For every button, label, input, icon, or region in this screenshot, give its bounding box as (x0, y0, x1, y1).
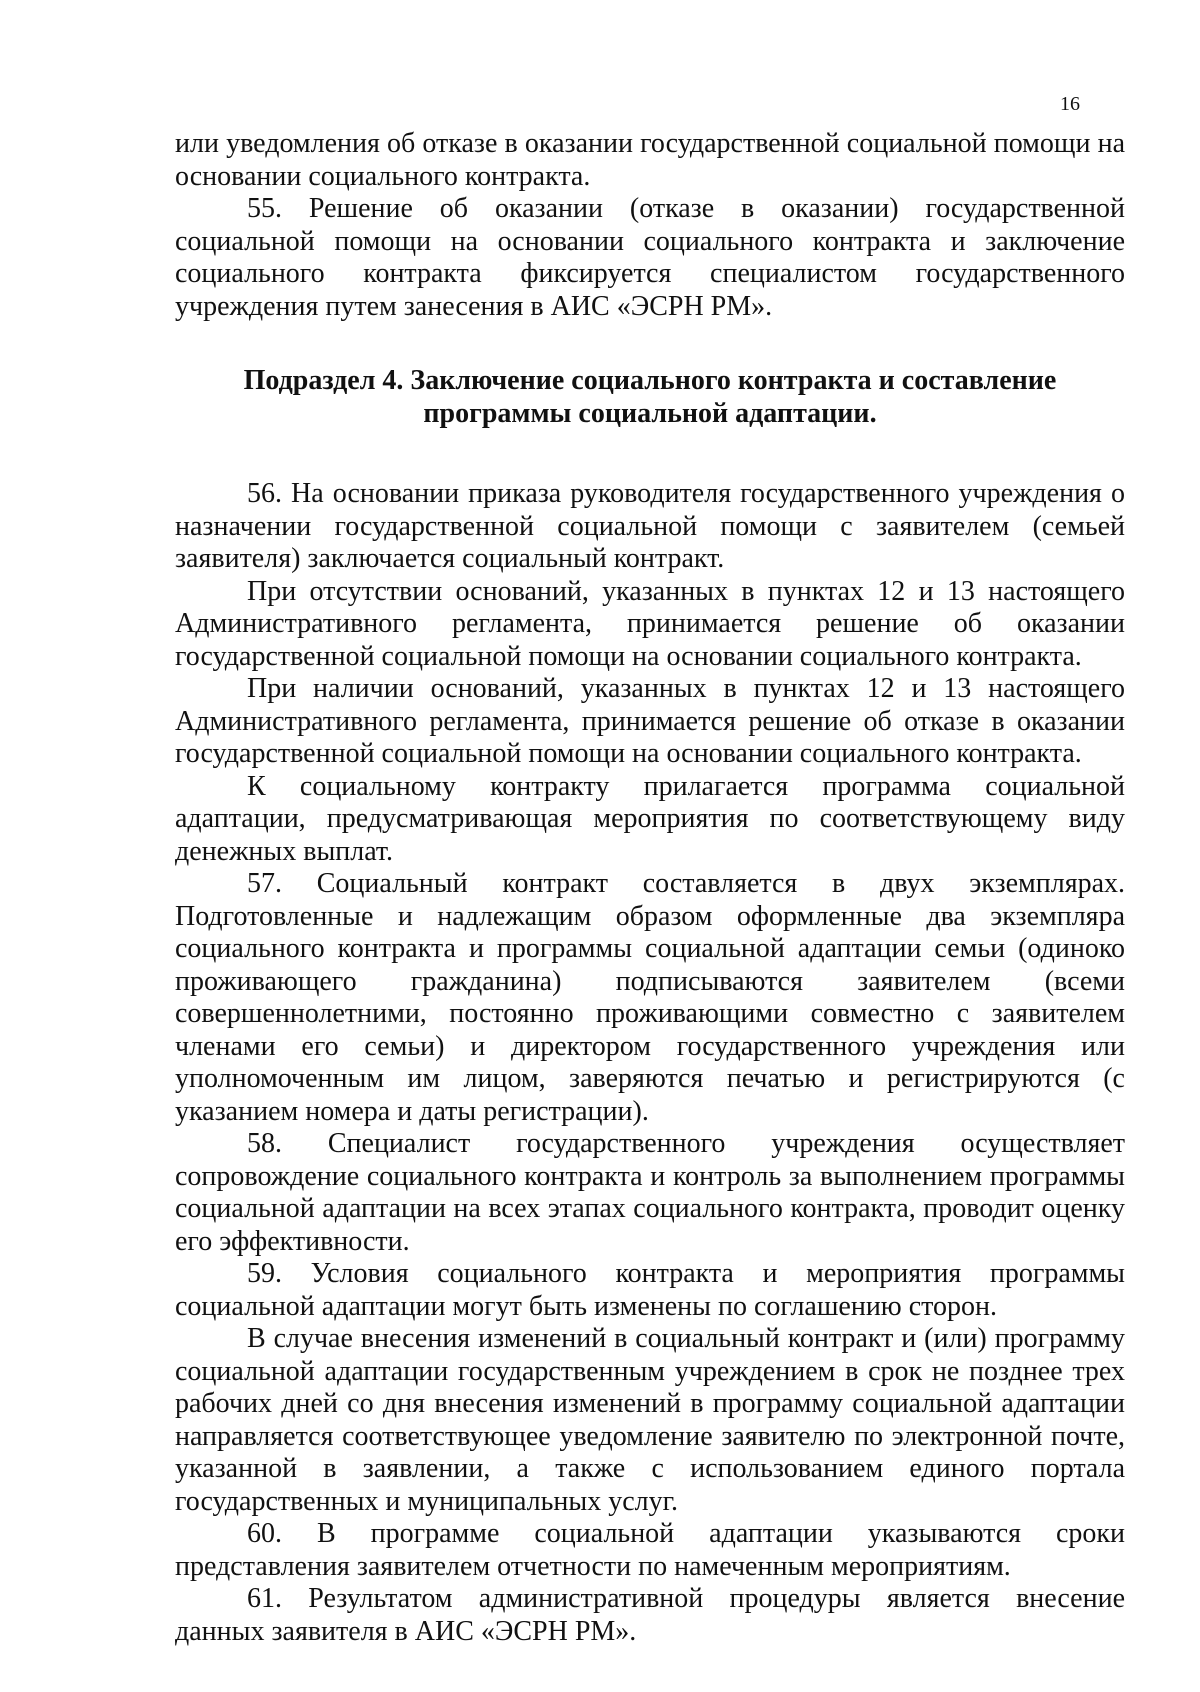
section-heading-line-2: программы социальной адаптации. (423, 397, 877, 429)
document-body (175, 128, 1125, 1648)
paragraph-continuation: или уведомления об отказе в оказании государственной социальной помощи на основании социального контракта. (175, 128, 1125, 192)
paragraph-58: 58. Специалист государственного учреждения осуществляет сопровождение социального контракта и контроль за выполнением программы социальной адаптации на всех этапах социального контракта, проводит оценку его эффективности. (175, 1128, 1125, 1257)
paragraph-56-absence: При отсутствии оснований, указанных в пунктах 12 и 13 настоящего Административного регламента, принимается решение об оказании государственной социальной помощи на основании социального контракта. (175, 575, 1125, 672)
paragraph-56: 56. На основании приказа руководителя государственного учреждения о назначении государственной социальной помощи с заявителем (семьей заявителя) заключается социальный контракт. (175, 478, 1125, 574)
paragraph-56-attachment: К социальному контракту прилагается программа социальной адаптации, предусматривающая мероприятия по соответствующему виду денежных выплат. (175, 770, 1125, 867)
paragraph-59: 59. Условия социального контракта и мероприятия программы социальной адаптации могут быть изменены по соглашению сторон. (175, 1258, 1125, 1322)
paragraph-61: 61. Результатом административной процедуры является внесение данных заявителя в АИС «ЭСРН РМ». (175, 1583, 1125, 1647)
paragraph-57: 57. Социальный контракт составляется в двух экземплярах. Подготовленные и надлежащим образом оформленные два экземпляра социального контракта и программы социальной адаптации семьи (одиноко проживающего гражданина) подписываются заявителем (всеми совершеннолетними, постоянно проживающими совместно с заявителем членами его семьи) и директором государственного учреждения или уполномоченным им лицом, заверяются печатью и регистрируются (с указанием номера и даты регистрации). (175, 868, 1125, 1127)
paragraph-55: 55. Решение об оказании (отказе в оказании) государственной социальной помощи на основании социального контракта и заключение социального контракта фиксируется специалистом государственного учреждения путем занесения в АИС «ЭСРН РМ». (175, 193, 1125, 322)
section-heading-line-1: Подраздел 4. Заключение социального контракта и составление (243, 365, 1057, 396)
section-heading (175, 365, 1125, 430)
page-number: 16 (1060, 93, 1080, 115)
paragraph-60: 60. В программе социальной адаптации указываются сроки представления заявителем отчетности по намеченным мероприятиям. (175, 1518, 1125, 1582)
paragraph-59-changes: В случае внесения изменений в социальный контракт и (или) программу социальной адаптации государственным учреждением в срок не позднее трех рабочих дней со дня внесения изменений в программу социальной адаптации направляется соответствующее уведомление заявителю по электронной почте, указанной в заявлении, а также с использованием единого портала государственных и муниципальных услуг. (175, 1323, 1125, 1517)
paragraph-56-presence: При наличии оснований, указанных в пунктах 12 и 13 настоящего Административного регламента, принимается решение об отказе в оказании государственной социальной помощи на основании социального контракта. (175, 673, 1125, 769)
